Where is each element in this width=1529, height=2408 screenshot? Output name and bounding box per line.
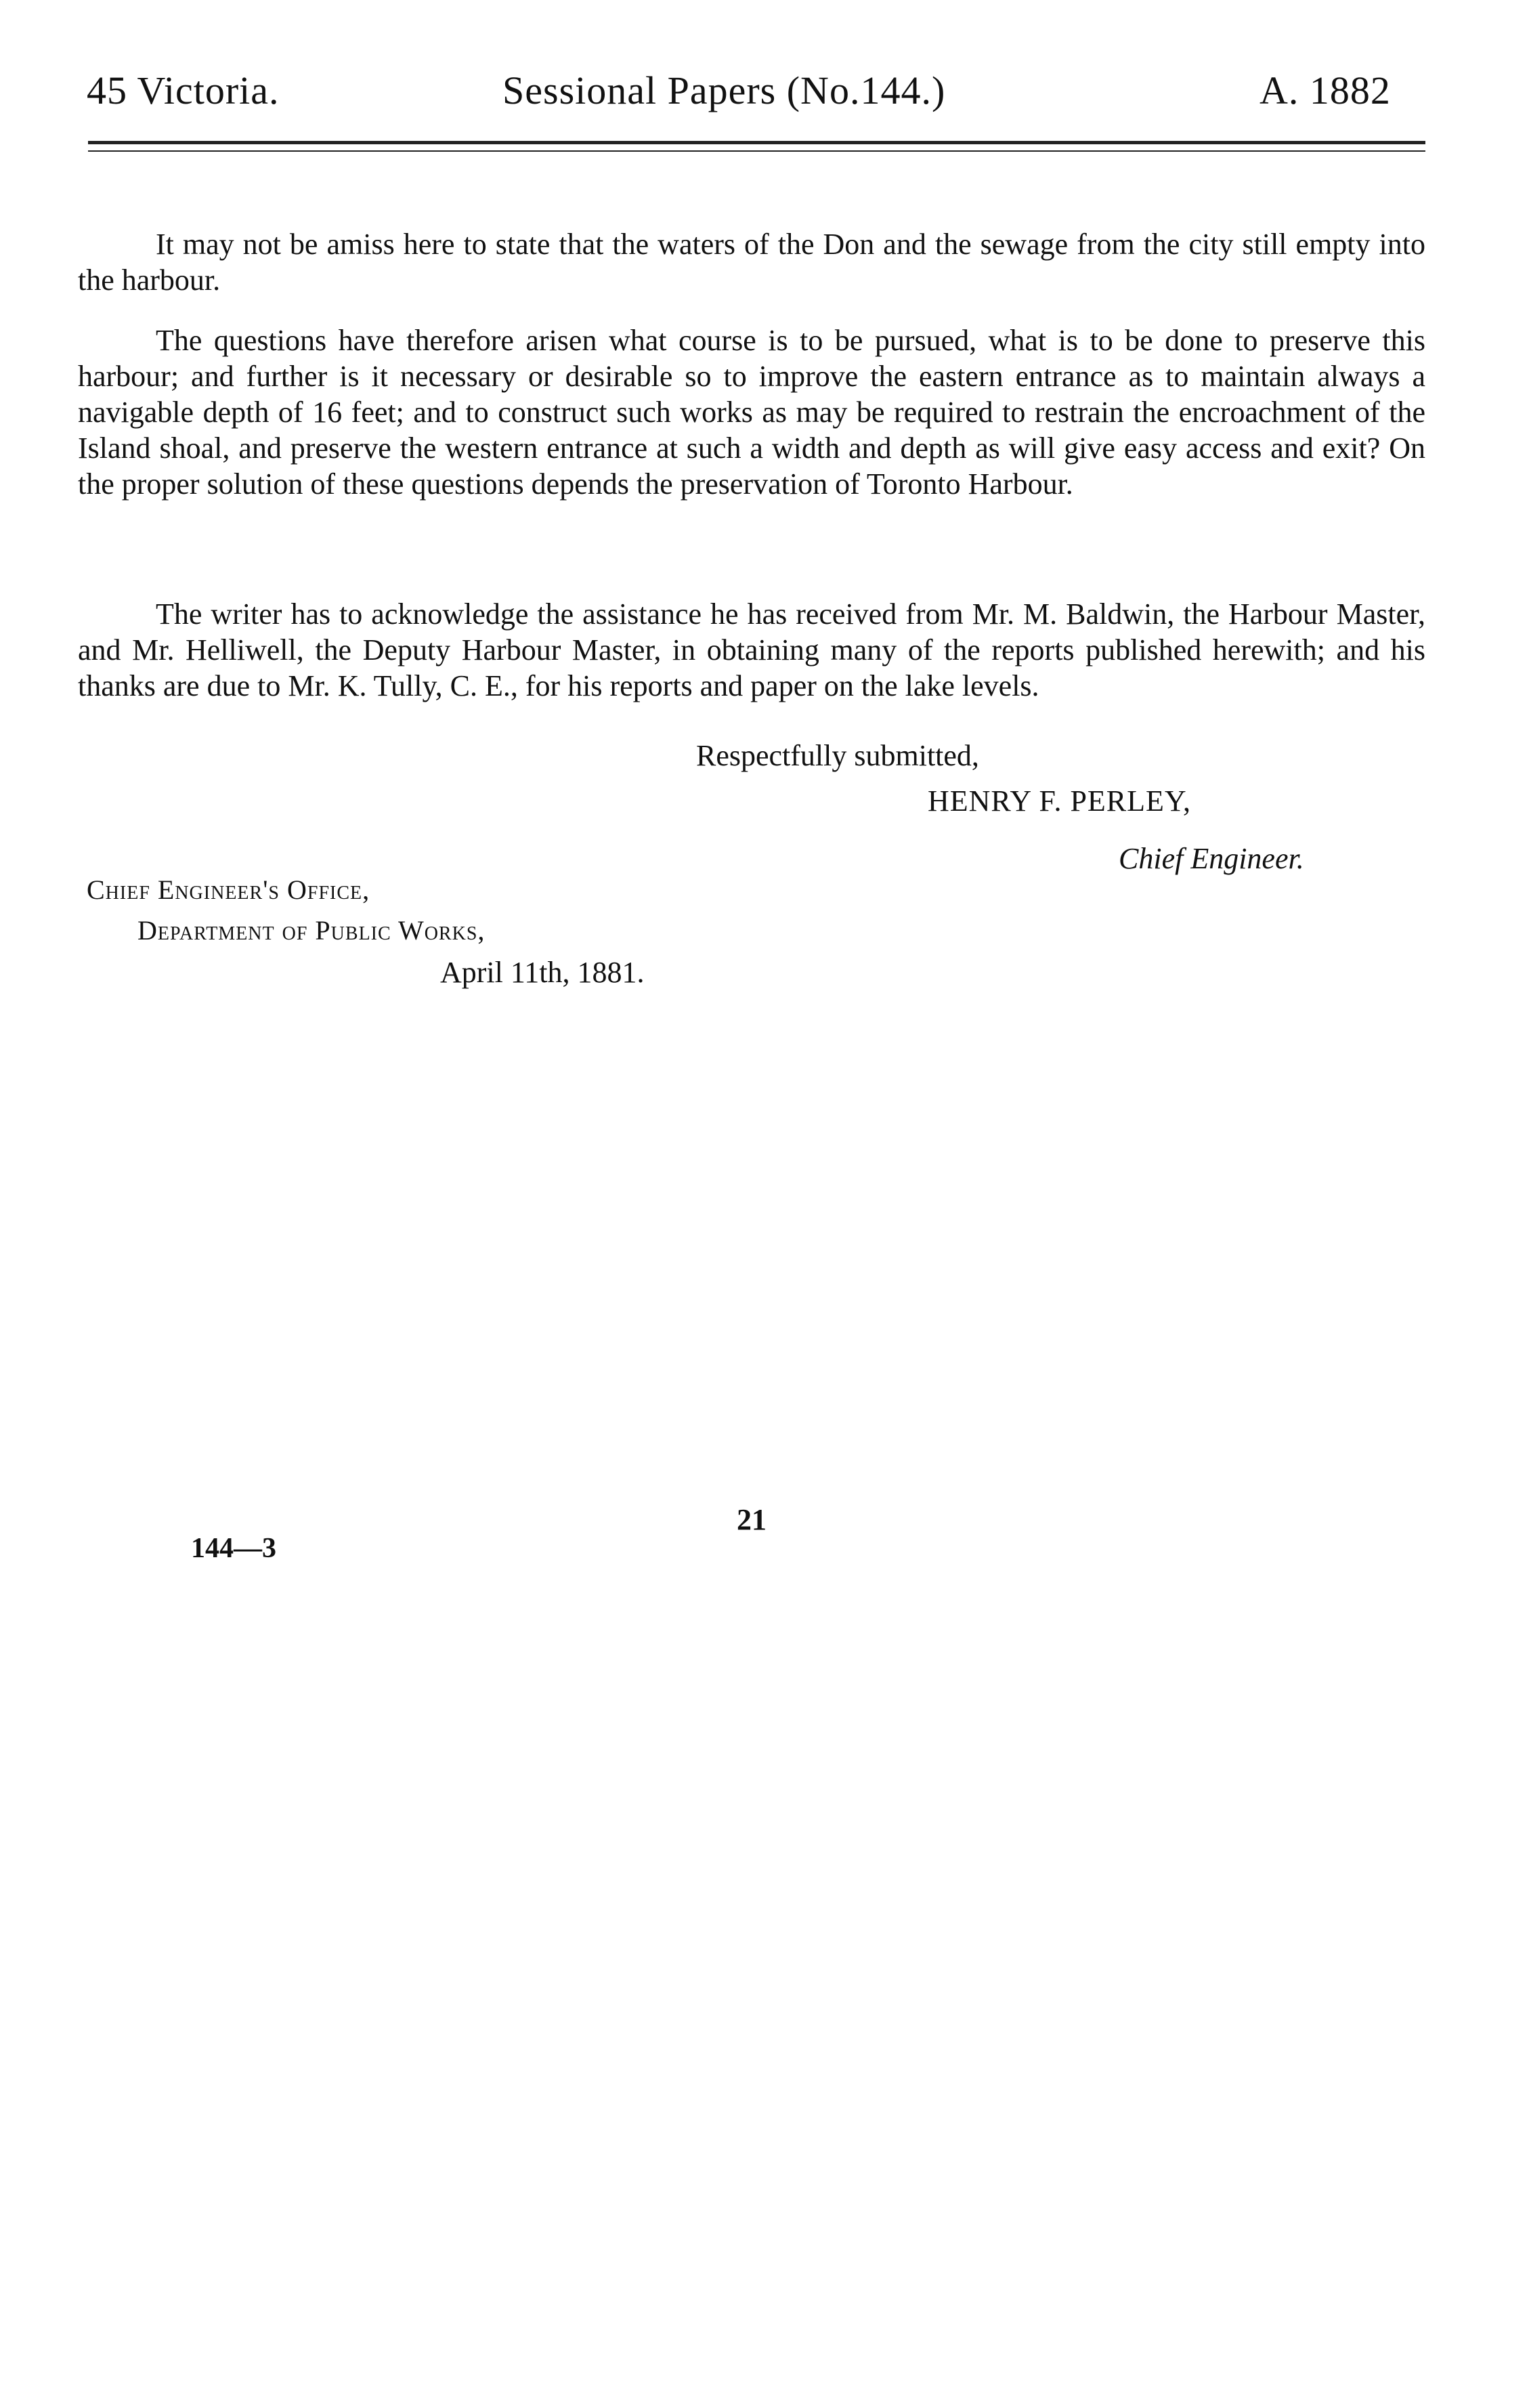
header-rule-thin xyxy=(88,150,1425,152)
header-rule-thick xyxy=(88,141,1425,144)
office-line-2: Department of Public Works, xyxy=(137,915,486,946)
printer-signature-mark: 144—3 xyxy=(191,1533,276,1564)
office-date: April 11th, 1881. xyxy=(440,956,645,989)
paragraph-2: The questions have therefore arisen what course is to be pursued, what is to be done to preserve this harbour; and further is it necessary or desirable so to improve the eastern entrance as to maintain always a navigable depth of 16 feet; and to construct such works as may be required to restrain the encroachment of the Island shoal, and preserve the western entrance at such a width and depth as will give easy access and exit? On the proper solution of these questions depends the preservation of Toronto Harbour. xyxy=(78,324,1425,501)
header-title: Sessional Papers (No.144.) xyxy=(502,68,946,112)
signer-name: HENRY F. PERLEY, xyxy=(928,784,1191,818)
office-line-1: Chief Engineer's Office, xyxy=(87,874,370,905)
signer-title: Chief Engineer. xyxy=(1119,842,1304,875)
paragraph-3: The writer has to acknowledge the assistance he has received from Mr. M. Baldwin, the Harbour Master, and Mr. Helliwell, the Deputy Harbour Master, in obtaining many of the reports published herewith; and his thanks are due to Mr. K. Tully, C. E., for his reports and paper on the lake levels. xyxy=(78,597,1425,702)
header-year: A. 1882 xyxy=(1259,68,1391,112)
header-volume: 45 Victoria. xyxy=(87,68,280,112)
closing-line: Respectfully submitted, xyxy=(696,739,979,772)
page-number: 21 xyxy=(737,1503,767,1536)
paragraph-1: It may not be amiss here to state that the waters of the Don and the sewage from the city still empty into the harbour. xyxy=(78,228,1425,297)
